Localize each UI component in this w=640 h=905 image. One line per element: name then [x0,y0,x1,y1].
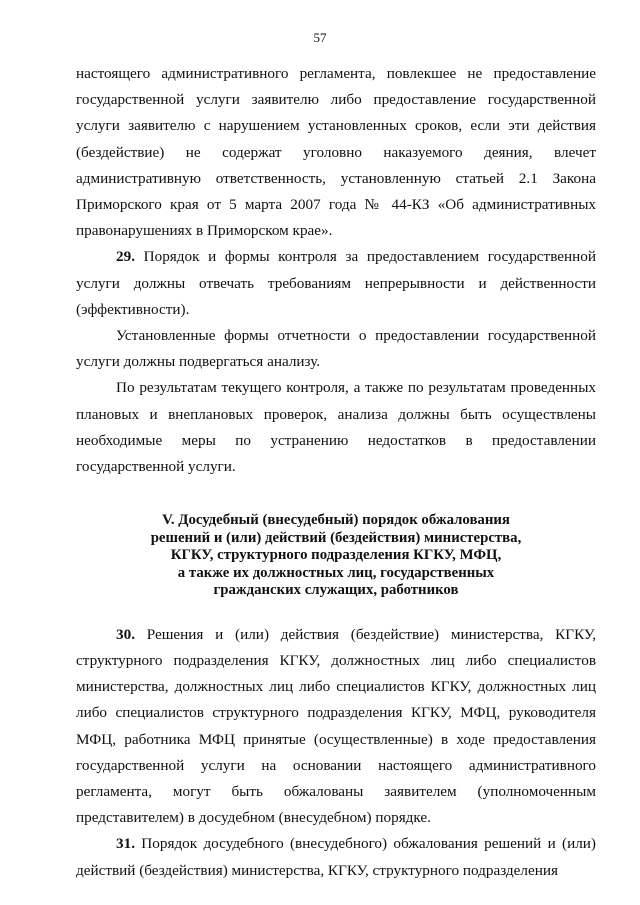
paragraph-text: Решения и (или) действия (бездействие) министерства, КГКУ, структурного подразделения КГКУ, должностных лиц либо специалистов министерства, должностных лиц либо специалистов КГКУ, должностных лиц либо специалистов структурного подразделения КГКУ, МФЦ, руководителя МФЦ, работника МФЦ принятые (осуществленные) в ходе предоставления государственной услуги на основании настоящего административного регламента, могут быть обжалованы заявителем (уполномоченным представителем) в досудебном (внесудебном) порядке. [76,625,596,827]
section-heading-line: КГКУ, структурного подразделения КГКУ, МФЦ, [170,547,502,564]
paragraph-number: 30. [116,625,135,643]
section-heading-line: решений и (или) действий (бездействия) министерства, [150,529,522,546]
paragraph-reporting-forms [76,323,596,375]
paragraph-number: 31. [116,835,135,853]
paragraph-text: Установленные формы отчетности о предоставлении государственной услуги должны подвергаться анализу. [76,327,596,371]
section-heading-line: а также их должностных лиц, государственных [177,564,495,581]
paragraph-30 [76,622,596,832]
document-body [76,61,596,884]
paragraph-text: настоящего административного регламента, повлекшее не предоставление государственной услуги заявителю либо предоставление государственной услуги заявителю с нарушением установленных сроков, если эти действия (бездействие) не содержат уголовно наказуемого деяния, влечет административную ответственность, установленную статьей 2.1 Закона Приморского края от 5 марта 2007 года № 44-КЗ «Об административных правонарушениях в Приморском крае». [76,65,596,240]
paragraph-continued [76,61,596,244]
paragraph-text: По результатам текущего контроля, а также по результатам проведенных плановых и внеплановых проверок, анализа должны быть осуществлены необходимые меры по устранению недостатков в предоставлении государственной услуги. [76,379,596,476]
paragraph-text: Порядок досудебного (внесудебного) обжалования решений и (или) действий (бездействия) министерства, КГКУ, структурного подразделения [76,835,596,879]
section-heading [76,512,596,600]
paragraph-31 [76,831,596,883]
paragraph-number: 29. [116,248,135,266]
section-heading-line: гражданских служащих, работников [213,582,459,599]
paragraph-text: Порядок и формы контроля за предоставлением государственной услуги должны отвечать требованиям непрерывности и действенности (эффективности). [76,248,596,318]
paragraph-29 [76,244,596,323]
paragraph-control-results [76,375,596,480]
page-number: 57 [313,30,327,45]
section-heading-line: V. Досудебный (внесудебный) порядок обжалования [162,512,510,529]
